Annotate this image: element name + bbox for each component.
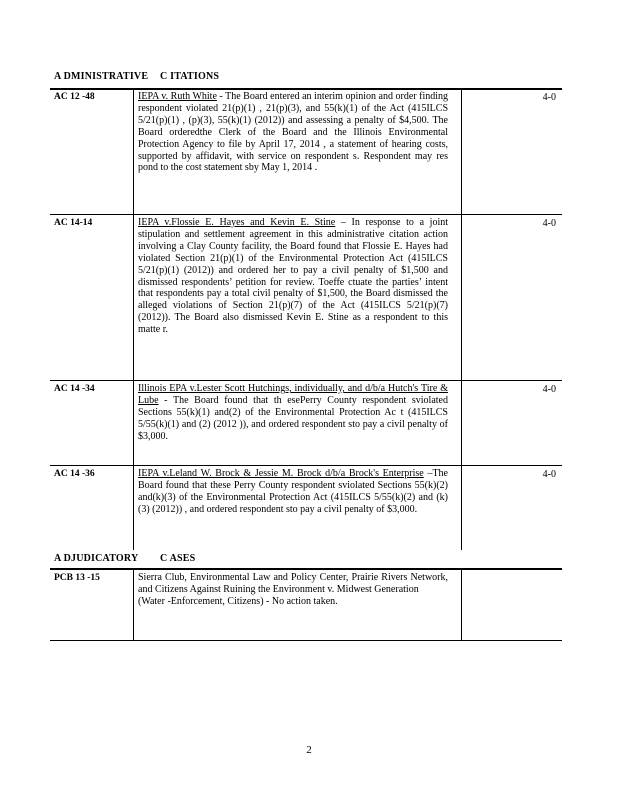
case-description xyxy=(138,572,448,608)
table-row xyxy=(50,381,562,465)
case-description xyxy=(138,217,448,336)
table-row xyxy=(50,570,562,640)
heading-word: A DMINISTRATIVE xyxy=(54,71,149,82)
case-number: PCB 13 -15 xyxy=(54,573,100,583)
case-parties: Sierra Club, Environmental Law and Policy Center, Prairie Rivers Network, and Citizens Against Ruining the Environment v. Midwest Generation xyxy=(138,572,448,595)
vote-count: 4-0 xyxy=(542,218,556,229)
case-text: –The Board found that these Perry County respondent sviolated Sections 55(k)(2) and(k)(3) of the Environmental Protection Act (415ILCS 5/55(k)(2) and (k)(3) (2012)) , and ordered respondent sto pay a civil penalty of $3,000. xyxy=(138,468,448,515)
case-title: IEPA v. Ruth White xyxy=(138,91,217,102)
column-rule xyxy=(133,89,134,550)
vote-count: 4-0 xyxy=(542,92,556,103)
table-bottom-rule xyxy=(50,640,562,641)
case-status: (Water -Enforcement, Citizens) - No action taken. xyxy=(138,595,338,607)
heading-word: C ITATIONS xyxy=(160,71,220,82)
table-row xyxy=(50,89,562,214)
case-number: AC 14 -34 xyxy=(54,384,95,394)
case-number: AC 14 -36 xyxy=(54,469,95,479)
case-text: – In response to a joint stipulation and settlement agreement in this administrative citation action involving a Clay County facility, the Board found that Flossie E. Hayes had violated Section 21(p)(1) of the Environmental Protection Act (415ILCS 5/21(p)(1) (2012)) and ordered her to pay a civil penalty of $1,500 and dismissed respondents’ petition for review. Toeffe ctuate the parties’ intent that respondents pay a total civil penalty of $1,500, the Board dismissed the alleged violations of Section 21(p)(7) of the Act (415ILCS 5/21(p)(7) (2012)). The Board also dismissed Kevin E. Stine as a respondent to this matte r. xyxy=(138,217,448,336)
case-text: - The Board entered an interim opinion and order finding respondent violated 21(p)(1) , 21(p)(3), and 55(k)(1) of the Act (415ILCS 5/21(p)(1) , (p)(3), 55(k)(1) (2012)) and assessing a penalty of $4,500. The Board orderedthe Clerk of the Board and the Illinois Environmental Protection Agency to file by April 17, 2014 , a statement of hearing costs, supported by affidavit, with service on respondent s. Respondent may res pond to the cost statement sby May 1, 2014 . xyxy=(138,91,449,174)
case-description xyxy=(138,383,448,443)
column-rule xyxy=(461,89,462,550)
case-description xyxy=(138,468,448,516)
page-number: 2 xyxy=(306,744,312,756)
case-title: IEPA v.Flossie E. Hayes and Kevin E. Stine xyxy=(138,217,336,228)
heading-word: A DJUDICATORY xyxy=(54,553,139,564)
table-row xyxy=(50,466,562,550)
administrative-citations-heading xyxy=(52,68,564,86)
case-text: - The Board found that th esePerry County respondent sviolated Sections 55(k)(1) and(2) of the Environmental Protection Ac t (415ILCS 5/55(k)(1) and (2) (2012 )), and ordered respondent sto pay a civil penalty of $3,000. xyxy=(138,394,448,442)
table-row xyxy=(50,215,562,380)
adjudicatory-cases-heading xyxy=(52,550,564,568)
column-rule xyxy=(133,570,134,640)
heading-word: C ASES xyxy=(160,553,196,564)
case-number: AC 14-14 xyxy=(54,218,93,228)
vote-count: 4-0 xyxy=(542,384,556,395)
case-number: AC 12 -48 xyxy=(54,92,95,102)
case-description xyxy=(138,91,448,174)
case-title: Illinois EPA v.Lester Scott Hutchings, individually, and d/b/a Hutch's Tire & Lube xyxy=(138,383,448,406)
vote-count: 4-0 xyxy=(542,469,556,480)
column-rule xyxy=(461,570,462,640)
case-title: IEPA v.Leland W. Brock & Jessie M. Brock d/b/a Brock's Enterprise xyxy=(138,468,424,479)
